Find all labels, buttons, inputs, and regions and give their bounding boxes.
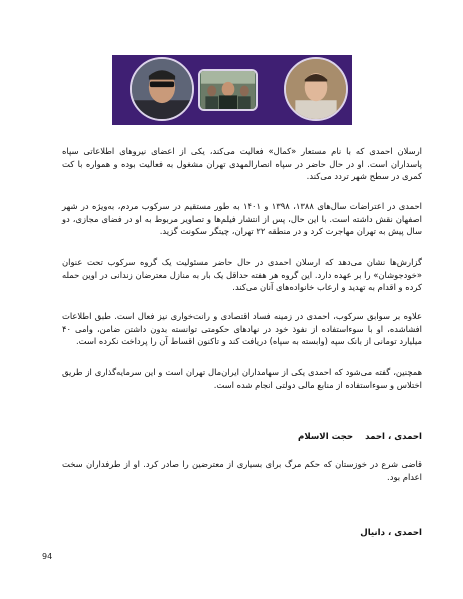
entry-title: حجت الاسلام	[298, 432, 354, 442]
paragraph: گزارش‌ها نشان می‌دهد که ارسلان احمدی در حال حاضر مسئولیت یک گروه سرکوب تحت عنوان «خودجوشان» را بر عهده دارد. این گروه هر هفته حداقل یک بار به منازل معترضان زندانی در اوین حمله کرده و اقدام به تهدید و ارعاب خانواده‌های آنان می‌کند.	[62, 257, 422, 292]
entry-name: احمدی ، احمد	[365, 432, 422, 442]
photo-banner	[112, 55, 352, 125]
paragraph: علاوه بر سوابق سرکوب، احمدی در زمینه فساد اقتصادی و رانت‌خواری نیز فعال است. طبق اطلاعات افشاشده، او با سوءاستفاده از نفوذ خود در نهادهای حکومتی توانسته بدون داشتن ضامن، وامی ۴۰ میلیارد تومانی از بانک سپه (وابسته به سپاه) دریافت کند و تاکنون اقساط آن را پرداخت نکرده است.	[62, 311, 422, 346]
entry-body: قاضی شرع در خوزستان که حکم مرگ برای بسیاری از معترضین را صادر کرد. او از طرفداران سخت اعدام بود.	[62, 459, 422, 482]
page-number: 94	[42, 552, 53, 561]
entry-heading	[62, 432, 422, 442]
paragraph: ارسلان احمدی که با نام مستعار «کمال» فعالیت می‌کند، یکی از اعضای نیروهای اطلاعاتی سپاه پاسداران است. او در حال حاضر در سپاه انصارالمهدی تهران مشغول به فعالیت بوده و همواره با کت کمری در سطح شهر تردد می‌کند.	[62, 146, 422, 181]
entry-name: احمدی ، دانیال	[360, 528, 422, 538]
portrait-photo	[284, 57, 348, 121]
entry-heading	[62, 528, 422, 538]
paragraph: احمدی در اعتراضات سال‌های ۱۳۸۸، ۱۳۹۸ و ۱۴۰۱ به طور مستقیم در سرکوب مردم، به‌ویژه در شهر اصفهان نقش داشته است. با این حال، پس از انتشار فیلم‌ها و تصاویر مربوط به او در فضای مجازی، دو سال پیش به تهران مهاجرت کرد و در منطقه ۲۲ تهران، چیتگر سکونت گزید.	[62, 201, 422, 236]
crowd-photo	[198, 69, 258, 111]
portrait-photo	[130, 57, 194, 121]
paragraph: همچنین، گفته می‌شود که احمدی یکی از سهامداران ایران‌مال تهران است و این سرمایه‌گذاری از طریق اختلاس و سوءاستفاده از منابع مالی دولتی انجام شده است.	[62, 367, 422, 390]
